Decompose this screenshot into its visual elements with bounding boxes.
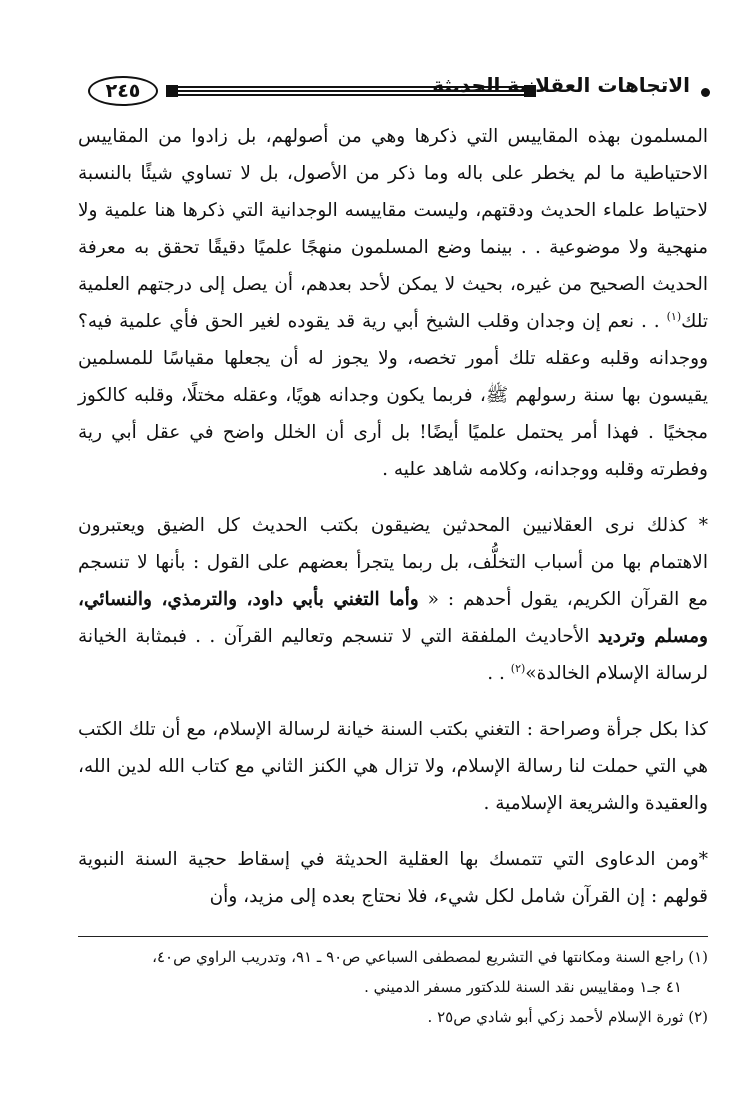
page-header (88, 70, 710, 114)
p4-text: *ومن الدعاوى التي تتمسك بها العقلية الحديثة في إسقاط حجية السنة النبوية قولهم : إن القرآن شامل لكل شيء، فلا نحتاج بعده إلى مزيد، وأن (78, 849, 708, 907)
footnote-1-continuation (78, 972, 708, 1002)
footnotes (78, 942, 708, 1032)
footnote-1 (78, 942, 708, 972)
p2-bold-quote: وأما التغني بأبي داود، والترمذي، والنسائي، ومسلم وترديد (78, 589, 708, 647)
footnote-marker: (١) (688, 948, 708, 966)
footnote-text: ٤١ جـ١ ومقاييس نقد السنة للدكتور مسفر الدميني . (364, 978, 682, 996)
paragraph-4 (78, 841, 708, 915)
paragraph-3 (78, 711, 708, 822)
rule-end-block (166, 85, 178, 97)
page-number: ٢٤٥ (88, 76, 158, 106)
footnote-text: ثورة الإسلام لأحمد زكي أبو شادي ص٢٥ . (427, 1008, 684, 1026)
footnote-marker: (٢) (688, 1008, 708, 1026)
running-title: الاتجاهات العقلانية الحديثة (432, 73, 690, 97)
main-text (78, 118, 708, 915)
paragraph-2 (78, 507, 708, 692)
footnote-text: راجع السنة ومكانتها في التشريع لمصطفى السباعي ص٩٠ ـ ٩١، وتدريب الراوي ص٤٠، (152, 948, 684, 966)
p1-text-cont: . . نعم إن وجدان وقلب الشيخ أبي رية قد يقوده لغير الحق فأي علمية فيه؟ ووجدانه وقلبه وعقله تلك أمور تخصه، ولا يجوز له أن يجعلها مقياسًا للمسلمين يقيسون بها سنة رسولهم ﷺ، فربما يكون وجدانه هويًا، وعقله مختلًا، وقلبه كالكوز مجخيًا . فهذا أمر يحتمل علميًا أيضًا! بل أرى أن الخلل واضح في عقل أبي رية وفطرته وقلبه ووجدانه، وكلامه شاهد عليه . (78, 311, 708, 480)
footnote-2 (78, 1002, 708, 1032)
p2-text: * كذلك نرى العقلانيين المحدثين يضيقون بكتب الحديث كل الضيق ويعتبرون الاهتمام بها من أسباب التخلُّف، بل ربما يتجرأ بعضهم على القول : بأنها لا تنسجم مع القرآن الكريم، يقول أحدهم : « (78, 515, 708, 610)
p3-text: كذا بكل جرأة وصراحة : التغني بكتب السنة خيانة لرسالة الإسلام، مع أن تلك الكتب هي التي حملت لنا رسالة الإسلام، ولا تزال هي الكنز الثاني مع كتاب الله لدين الله، والعقيدة والشريعة الإسلامية . (78, 719, 708, 814)
footnote-divider (78, 936, 708, 937)
paragraph-1 (78, 118, 708, 488)
footnote-ref-2: (٢) (510, 661, 526, 675)
p2-text-cont: الأحاديث الملفقة التي لا تنسجم وتعاليم القرآن . . فبمثابة الخيانة لرسالة الإسلام الخالدة» (78, 626, 708, 684)
p1-text: المسلمون بهذه المقاييس التي ذكرها وهي من أصولهم، بل زادوا من المقاييس الاحتياطية ما لم يخطر على باله وما ذكر من الأصول، بل لا تساوي شيئًا بالنسبة لاحتياط علماء الحديث ودقتهم، وليست مقاييسه الوجدانية التي ذكرها هنا علمية ولا منهجية ولا موضوعية . . بينما وضع المسلمون منهجًا علميًا دقيقًا تحقق به معرفة الحديث الصحيح من غيره، بحيث لا يمكن لأحد بعدهم، أن يصل إلى درجتهم العلمية تلك (78, 126, 708, 332)
p2-text-end: . . (487, 663, 511, 684)
footnote-ref-1: (١) (666, 309, 682, 323)
bullet-icon (701, 88, 710, 97)
